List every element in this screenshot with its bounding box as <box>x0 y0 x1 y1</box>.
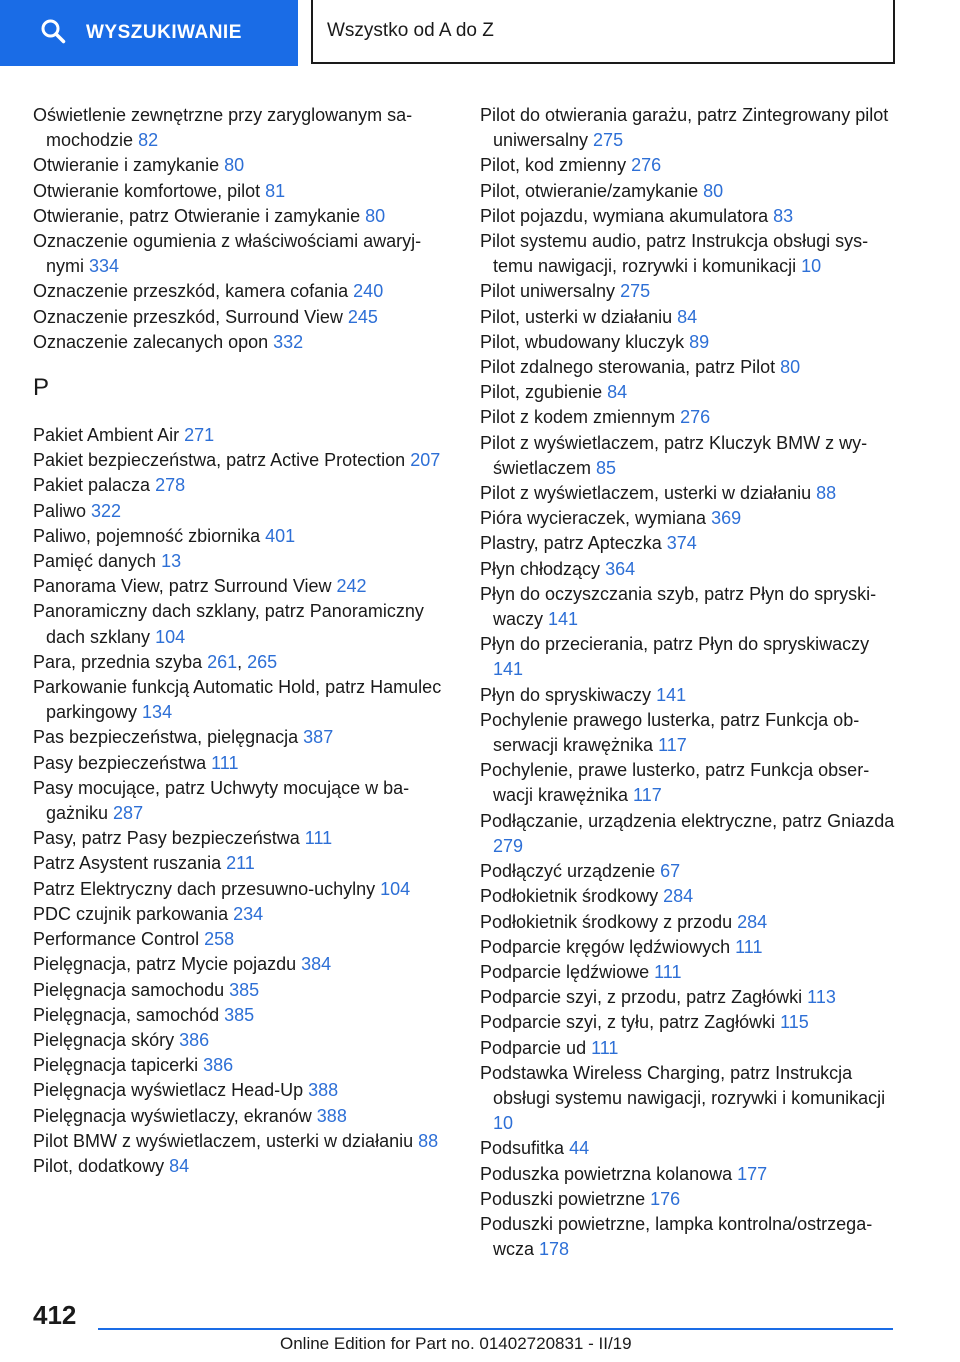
index-entry-text: Oznaczenie zalecanych opon <box>33 331 274 352</box>
index-entry-text: Pielęgnacja wyświetlacz Head-Up <box>33 1080 309 1101</box>
page-reference-link[interactable]: 141 <box>493 659 524 680</box>
page-reference-link[interactable]: 275 <box>620 281 651 302</box>
index-entry-text: Poduszka powietrzna kolanowa <box>480 1163 738 1184</box>
index-entry-text: Pochylenie, prawe lusterko, patrz Funkcja obserwacji krawężnika <box>480 760 870 806</box>
page-reference-link[interactable]: 271 <box>184 425 215 446</box>
index-entry-text: Pielęgnacja tapicerki <box>33 1055 204 1076</box>
index-entry-text: Oznaczenie ogumienia z właściwościami awaryjnymi <box>33 231 422 277</box>
index-entry-text: Pilot, wbudowany kluczyk <box>480 331 690 352</box>
index-entry <box>480 355 900 380</box>
index-entry-text: Pasy mocujące, patrz Uchwyty mocujące w bagażniku <box>33 777 410 824</box>
page-reference-link[interactable]: 88 <box>816 483 837 504</box>
page-reference-link[interactable]: 134 <box>142 702 173 723</box>
page-reference-link[interactable]: 388 <box>316 1105 347 1126</box>
page-reference-link[interactable]: 207 <box>410 450 441 471</box>
index-entry-text: Pakiet palacza <box>33 475 156 496</box>
page-reference-link[interactable]: 275 <box>593 130 624 151</box>
index-entry <box>480 884 900 909</box>
index-entry-text: Pilot systemu audio, patrz Instrukcja obsługi systemu nawigacji, rozrywki i komunikacji <box>480 231 869 277</box>
page-reference-link[interactable]: 82 <box>138 130 159 151</box>
index-column-left <box>33 103 453 1179</box>
search-icon <box>40 18 66 49</box>
index-entry <box>480 935 900 960</box>
index-entry <box>480 204 900 229</box>
page-reference-link[interactable]: 284 <box>663 886 694 907</box>
page-reference-link[interactable]: 84 <box>169 1155 190 1176</box>
page-reference-link[interactable]: 245 <box>347 306 378 327</box>
index-entry-text: Pakiet bezpieczeństwa, patrz Active Protection <box>33 450 411 471</box>
page-reference-link[interactable]: 276 <box>631 155 662 176</box>
page-reference-link[interactable]: 80 <box>224 155 245 176</box>
page-reference-link[interactable]: 104 <box>380 878 411 899</box>
index-entry <box>33 524 453 549</box>
index-entry-text: Podstawka Wireless Charging, patrz Instrukcja obsługi systemu nawigacji, rozrywki i komunikacji <box>480 1062 886 1108</box>
page-reference-link[interactable]: 276 <box>680 407 711 428</box>
index-entry-text: Parkowanie funkcją Automatic Hold, patrz Hamulec parkingowy <box>33 677 442 723</box>
page-reference-link[interactable]: 369 <box>711 508 742 529</box>
index-entry <box>33 103 453 153</box>
index-entry-text: Podparcie kręgów lędźwiowych <box>480 936 736 957</box>
page-number: 412 <box>33 1300 77 1330</box>
index-entry <box>480 103 900 153</box>
index-entry-text: Paliwo, pojemność zbiornika <box>33 525 266 546</box>
index-entry-text: Pochylenie prawego lusterka, patrz Funkcja obserwacji krawężnika <box>480 709 860 756</box>
index-entry-text: Pilot, dodatkowy <box>33 1155 170 1176</box>
page-reference-link[interactable]: 261 <box>207 651 238 672</box>
page-reference-link[interactable]: 278 <box>155 475 186 496</box>
index-entry <box>33 549 453 574</box>
index-entry-text: Poduszki powietrzne <box>480 1188 651 1209</box>
page-reference-link[interactable]: 332 <box>273 331 304 352</box>
page-reference-link[interactable]: 141 <box>548 609 579 630</box>
index-entry <box>33 751 453 776</box>
index-entry-text: Poduszki powietrzne, lampka kontrolna/ostrzegawcza <box>480 1213 873 1260</box>
index-entry-text: Pilot BMW z wyświetlaczem, usterki w działaniu <box>33 1130 419 1151</box>
index-entry <box>33 1053 453 1078</box>
index-entry <box>33 952 453 977</box>
index-entry <box>33 851 453 876</box>
index-entry-text: Pilot, usterki w działaniu <box>480 306 678 327</box>
index-entry <box>480 1061 900 1137</box>
page-reference-link[interactable]: 240 <box>353 281 384 302</box>
index-entry <box>33 826 453 851</box>
page-reference-link[interactable]: 10 <box>493 1113 514 1134</box>
index-entry-text: Pielęgnacja, patrz Mycie pojazdu <box>33 954 302 975</box>
index-entry <box>480 758 900 808</box>
page-reference-link[interactable]: 385 <box>224 1004 255 1025</box>
index-entry-text: Oznaczenie przeszkód, Surround View <box>33 306 348 327</box>
index-entry <box>33 473 453 498</box>
index-entry <box>33 675 453 725</box>
page-reference-link[interactable]: 67 <box>660 861 681 882</box>
page-reference-link[interactable]: 113 <box>807 987 836 1008</box>
index-entry <box>480 683 900 708</box>
page-reference-link[interactable]: 80 <box>703 180 724 201</box>
page-reference-link[interactable]: 111 <box>304 828 333 849</box>
index-entry <box>33 877 453 902</box>
index-entry <box>33 1104 453 1129</box>
index-entry <box>480 985 900 1010</box>
index-entry: Para, przednia szyba 261, 265 <box>33 651 278 672</box>
index-column-right <box>480 103 900 1262</box>
index-entry-text: Płyn do spryskiwaczy <box>480 684 657 705</box>
page-reference-link[interactable]: 89 <box>689 331 710 352</box>
index-entry-text: Podłączyć urządzenie <box>480 861 661 882</box>
index-entry <box>480 481 900 506</box>
index-entry <box>33 499 453 524</box>
index-entry-text: Pielęgnacja, samochód <box>33 1004 225 1025</box>
index-entry-text: Pamięć danych <box>33 551 162 572</box>
index-entry-text: Pilot, kod zmienny <box>480 155 632 176</box>
index-entry-text: Panoramiczny dach szklany, patrz Panoramiczny dach szklany <box>33 601 424 647</box>
index-entry-text: Płyn do oczyszczania szyb, patrz Płyn do spryskiwaczy <box>480 583 877 630</box>
index-entry <box>480 179 900 204</box>
page-reference-link[interactable]: 117 <box>633 785 662 806</box>
index-entry <box>33 574 453 599</box>
page-reference-link[interactable]: 44 <box>569 1138 590 1159</box>
page-reference-link[interactable]: 265 <box>247 651 278 672</box>
index-entry-text: Otwieranie i zamykanie <box>33 155 225 176</box>
index-entry-text: Oznaczenie przeszkód, kamera cofania <box>33 281 354 302</box>
page-reference-link[interactable]: 80 <box>780 357 801 378</box>
index-entry <box>33 204 453 229</box>
index-entry-text: Podparcie lędźwiowe <box>480 961 655 982</box>
page-reference-link[interactable]: 386 <box>203 1055 234 1076</box>
index-entry-text: Plastry, patrz Apteczka <box>480 533 667 554</box>
page-reference-link[interactable]: 115 <box>780 1012 809 1033</box>
index-entry-text: Patrz Asystent ruszania <box>33 853 227 874</box>
index-entry-text: Podłączanie, urządzenia elektryczne, patrz Gniazda <box>480 810 895 831</box>
index-entry <box>480 582 900 632</box>
index-entry-text: Pilot, zgubienie <box>480 382 608 403</box>
page-reference-link[interactable]: 111 <box>654 961 682 982</box>
footer-edition: Online Edition for Part no. 01402720831 - II/19 <box>280 1334 632 1353</box>
index-entry <box>480 1036 900 1061</box>
page-reference-link[interactable]: 279 <box>493 835 524 856</box>
index-entry-text: Pas bezpieczeństwa, pielęgnacja <box>33 727 304 748</box>
index-entry <box>480 506 900 531</box>
index-entry <box>480 531 900 556</box>
index-entry-text: Pielęgnacja skóry <box>33 1029 180 1050</box>
index-entry-text: Oświetlenie zewnętrzne przy zaryglowanym samochodzie <box>33 105 413 151</box>
index-entry <box>480 330 900 355</box>
page-reference-link[interactable]: 141 <box>656 684 687 705</box>
index-entry <box>33 448 453 473</box>
page-reference-link[interactable]: 10 <box>801 256 822 277</box>
page-reference-link[interactable]: 176 <box>650 1188 681 1209</box>
index-entry-text: Pilot pojazdu, wymiana akumulatora <box>480 205 774 226</box>
section-title: Wszystko od A do Z <box>311 0 895 64</box>
index-entry-text: Paliwo <box>33 500 92 521</box>
index-entry <box>480 153 900 178</box>
page-reference-link[interactable]: 111 <box>591 1037 619 1058</box>
page-reference-link[interactable]: 388 <box>308 1080 339 1101</box>
page-reference-link[interactable]: 322 <box>91 500 122 521</box>
index-entry <box>33 776 453 826</box>
index-entry-text: Pakiet Ambient Air <box>33 425 185 446</box>
page-reference-link[interactable]: 13 <box>161 551 182 572</box>
page-reference-link[interactable]: 386 <box>179 1029 210 1050</box>
index-entry <box>480 380 900 405</box>
index-entry-text: PDC czujnik parkowania <box>33 903 234 924</box>
page-reference-link[interactable]: 177 <box>737 1163 768 1184</box>
index-entry <box>480 431 900 481</box>
index-entry <box>33 1154 453 1179</box>
page-reference-link[interactable]: 85 <box>596 457 617 478</box>
index-entry <box>33 423 453 448</box>
index-entry <box>480 557 900 582</box>
search-button[interactable] <box>0 0 298 66</box>
page-reference-link[interactable]: 234 <box>233 903 264 924</box>
search-button-label: WYSZUKIWANIE <box>86 22 242 43</box>
index-entry-text: Pilot z kodem zmiennym <box>480 407 681 428</box>
index-entry <box>480 632 900 682</box>
index-entry-text: Podłokietnik środkowy <box>480 886 664 907</box>
index-entry-text: Pilot z wyświetlaczem, usterki w działaniu <box>480 483 817 504</box>
index-entry <box>480 1136 900 1161</box>
index-entry-text: Pilot do otwierania garażu, patrz Zintegrowany pilot uniwersalny <box>480 105 889 151</box>
index-entry-text: Otwieranie komfortowe, pilot <box>33 180 266 201</box>
page-reference-link[interactable]: 83 <box>773 205 794 226</box>
page-reference-link[interactable]: 258 <box>204 929 235 950</box>
index-entry <box>33 927 453 952</box>
page-reference-link[interactable]: 384 <box>301 954 332 975</box>
index-entry-text: Para, przednia szyba <box>33 651 208 672</box>
index-entry-text: Patrz Elektryczny dach przesuwno-uchylny <box>33 878 381 899</box>
index-entry-text: Płyn do przecierania, patrz Płyn do spryskiwaczy <box>480 634 870 655</box>
index-entry <box>33 978 453 1003</box>
index-entry <box>33 279 453 304</box>
page-reference-link[interactable]: 104 <box>155 626 186 647</box>
index-letter-heading: P <box>33 374 50 402</box>
page-reference-link[interactable]: 211 <box>226 853 255 874</box>
index-entry-text: Podsufitka <box>480 1138 570 1159</box>
index-entry-text: Performance Control <box>33 929 205 950</box>
index-entry <box>33 229 453 279</box>
index-entry <box>33 1003 453 1028</box>
index-entry <box>480 405 900 430</box>
index-entry <box>33 725 453 750</box>
index-entry <box>33 1028 453 1053</box>
page-reference-link[interactable]: 88 <box>418 1130 439 1151</box>
index-entry <box>480 305 900 330</box>
index-entry <box>480 1212 900 1262</box>
index-entry-text: Pasy, patrz Pasy bezpieczeństwa <box>33 828 305 849</box>
index-entry-text: Pióra wycieraczek, wymiana <box>480 508 712 529</box>
index-entry-text: Podparcie szyi, z tyłu, patrz Zagłówki <box>480 1012 781 1033</box>
index-entry-text: Pilot z wyświetlaczem, patrz Kluczyk BMW z wyświetlaczem <box>480 432 868 478</box>
index-entry <box>480 960 900 985</box>
index-entry <box>480 279 900 304</box>
index-entry <box>33 179 453 204</box>
index-entry-text: Pilot zdalnego sterowania, patrz Pilot <box>480 357 781 378</box>
page-reference-link[interactable]: 111 <box>735 936 763 957</box>
index-entry-text: Otwieranie, patrz Otwieranie i zamykanie <box>33 205 366 226</box>
index-entry-text: Podparcie ud <box>480 1037 592 1058</box>
page-reference-link[interactable]: 111 <box>211 752 239 773</box>
page-reference-link[interactable]: 364 <box>605 558 636 579</box>
index-entry-text: Pilot uniwersalny <box>480 281 621 302</box>
page-reference-link[interactable]: 117 <box>658 735 687 756</box>
page-reference-link[interactable]: 80 <box>365 205 386 226</box>
index-entry-text: Pilot, otwieranie/zamykanie <box>480 180 704 201</box>
page-reference-link[interactable]: 178 <box>539 1239 570 1260</box>
page-reference-link[interactable]: 84 <box>607 382 628 403</box>
page-reference-link[interactable]: 242 <box>336 576 367 597</box>
index-entry <box>33 330 453 355</box>
index-entry-text: Pasy bezpieczeństwa <box>33 752 212 773</box>
page-reference-link[interactable]: 401 <box>265 525 296 546</box>
index-entry-text: Pielęgnacja wyświetlaczy, ekranów <box>33 1105 317 1126</box>
index-entry-text: Podparcie szyi, z przodu, patrz Zagłówki <box>480 987 808 1008</box>
page-reference-link[interactable]: 385 <box>229 979 260 1000</box>
index-entry-text: Panorama View, patrz Surround View <box>33 576 337 597</box>
index-entry <box>480 809 900 859</box>
page-reference-link[interactable]: 287 <box>113 803 144 824</box>
index-entry <box>480 1187 900 1212</box>
index-entry <box>480 708 900 758</box>
page-reference-link[interactable]: 334 <box>89 256 120 277</box>
page-reference-link[interactable]: 374 <box>666 533 697 554</box>
index-entry <box>480 229 900 279</box>
index-entry <box>480 859 900 884</box>
page-reference-link[interactable]: 387 <box>303 727 334 748</box>
index-entry <box>480 910 900 935</box>
index-entry <box>33 599 453 649</box>
index-entry <box>33 153 453 178</box>
index-entry-text: Pielęgnacja samochodu <box>33 979 230 1000</box>
page-reference-link[interactable]: 81 <box>265 180 286 201</box>
page-reference-link[interactable]: 84 <box>677 306 698 327</box>
index-entry <box>480 1010 900 1035</box>
index-entry <box>33 902 453 927</box>
index-entry <box>33 1129 453 1154</box>
index-entry <box>33 305 453 330</box>
index-entry <box>33 1078 453 1103</box>
index-entry-text: Podłokietnik środkowy z przodu <box>480 911 738 932</box>
page-reference-link[interactable]: 284 <box>737 911 768 932</box>
footer-divider <box>98 1328 893 1330</box>
index-entry <box>480 1162 900 1187</box>
index-entry-text: Płyn chłodzący <box>480 558 606 579</box>
